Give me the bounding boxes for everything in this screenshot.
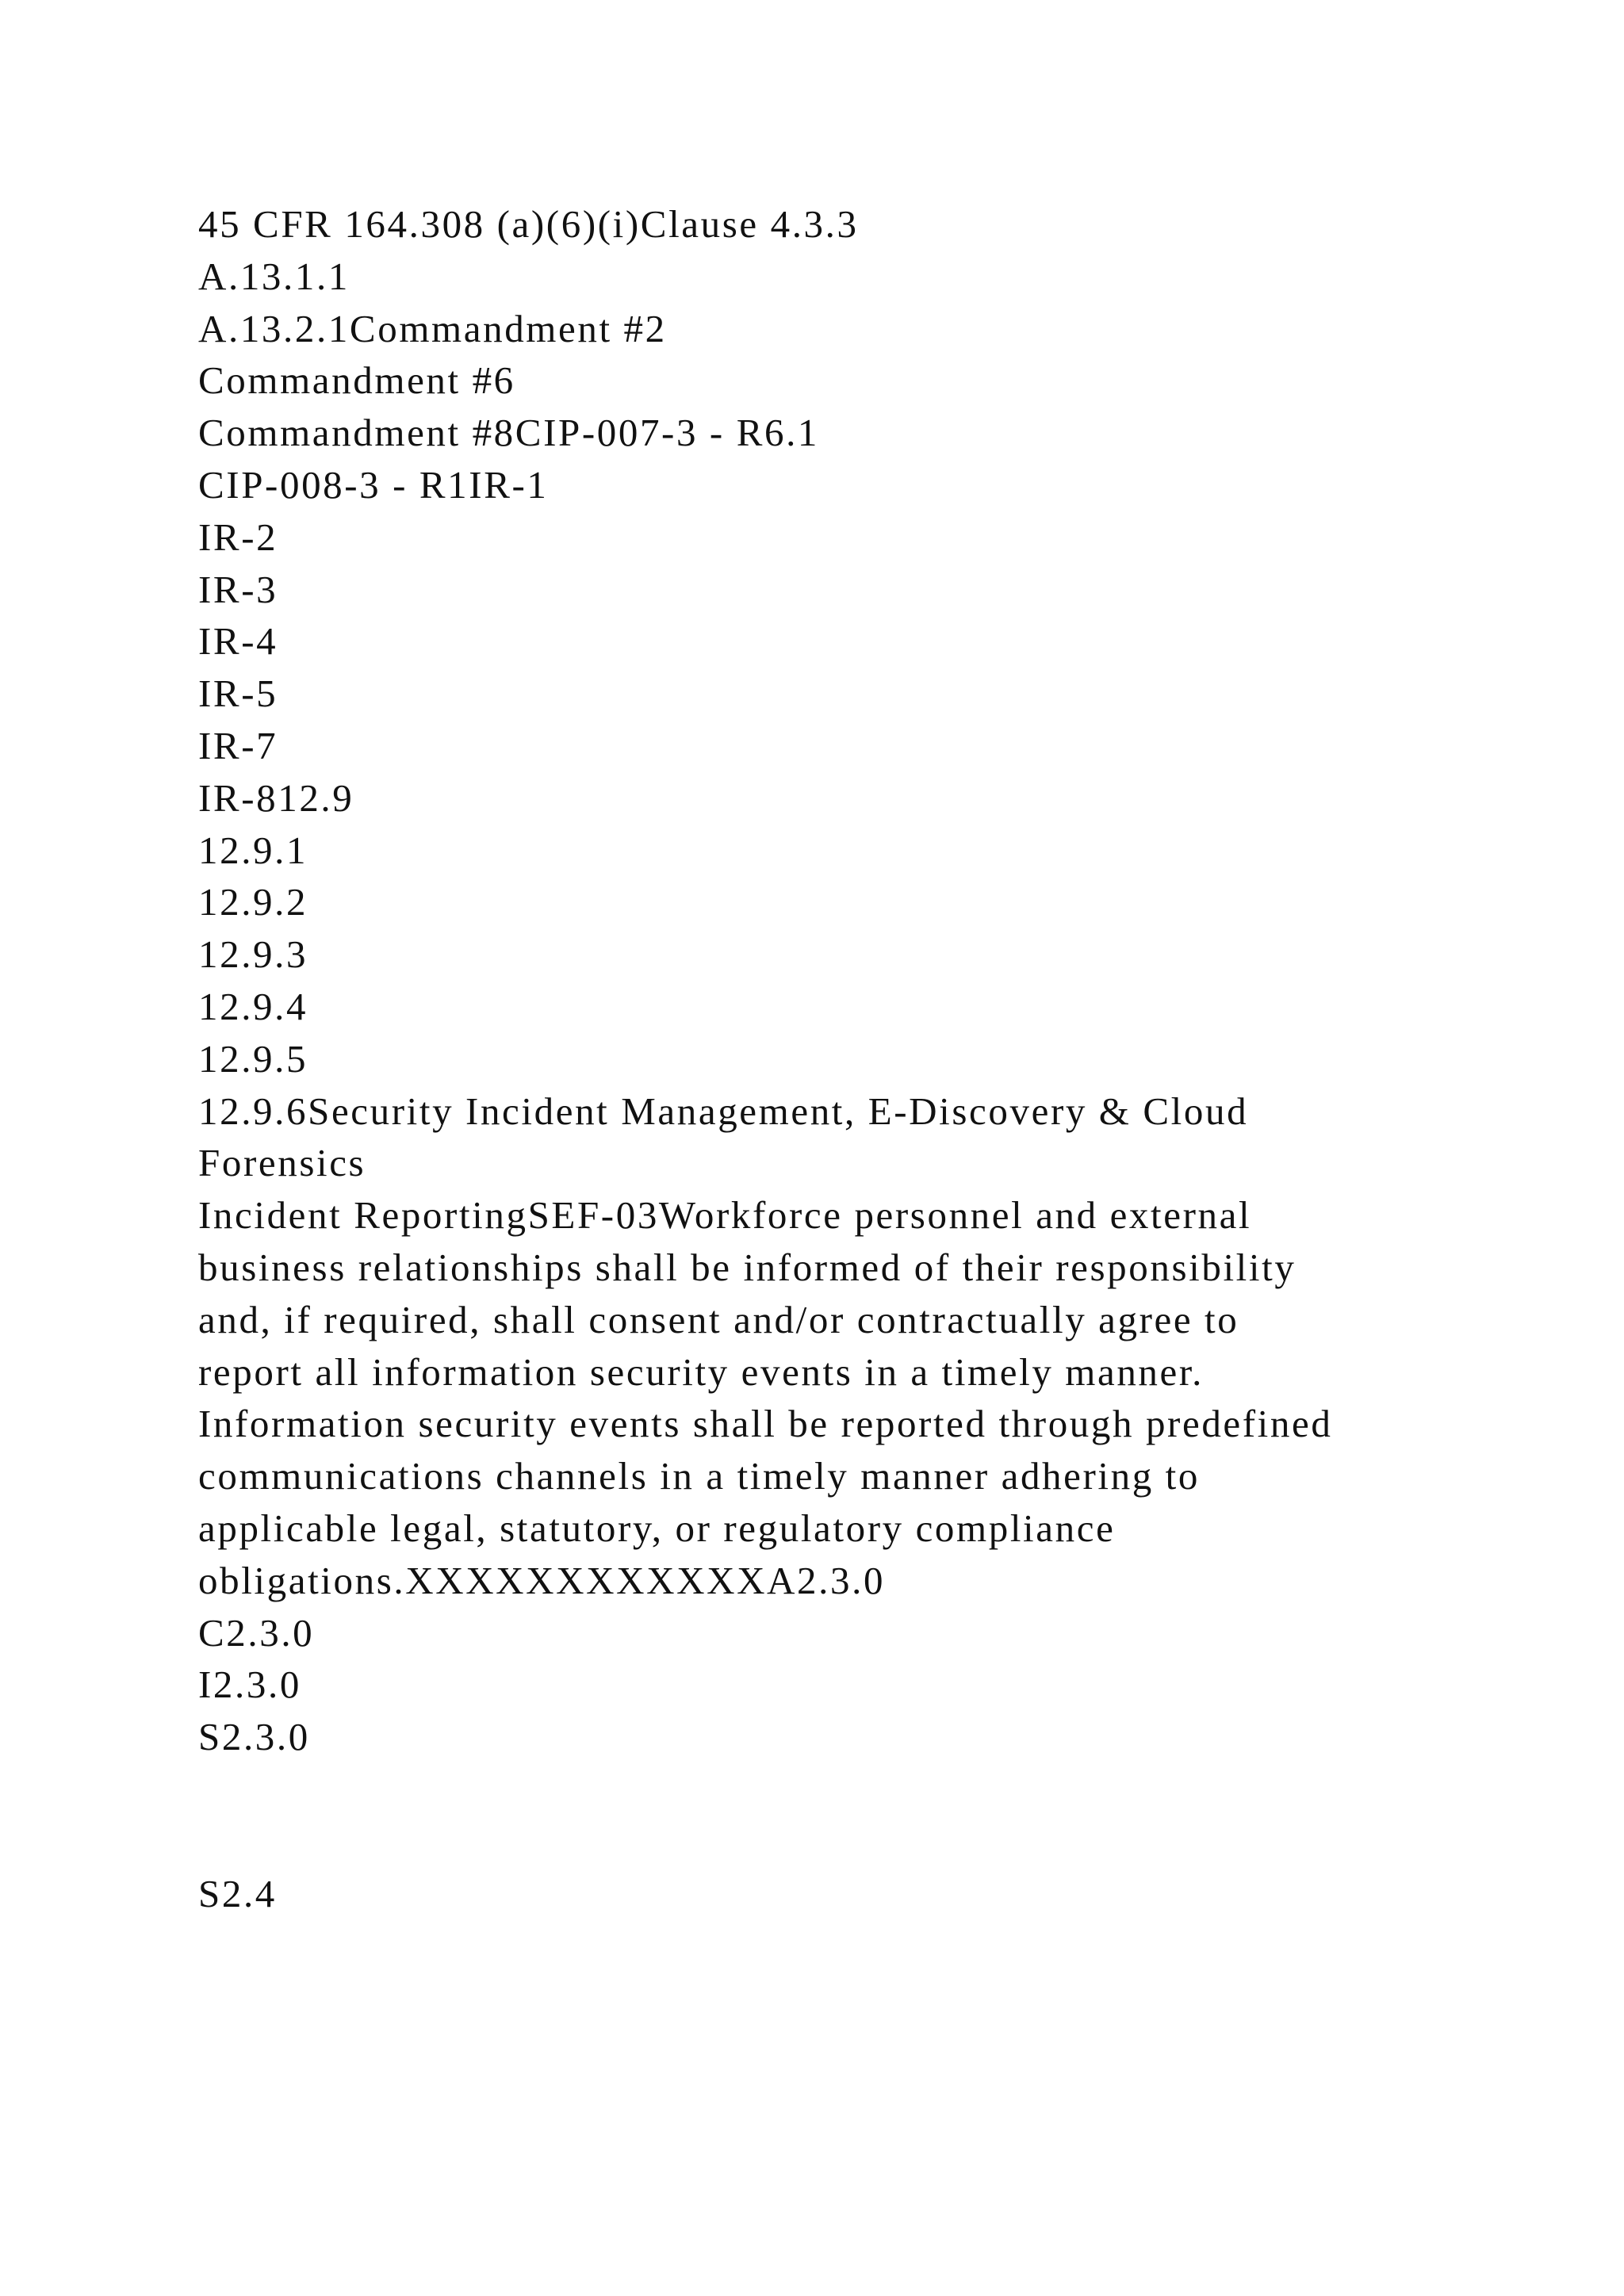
text-line: Commandment #6 — [198, 358, 515, 403]
text-line: business relationships shall be informed of their responsibility — [198, 1245, 1297, 1289]
text-line: Forensics — [198, 1141, 366, 1185]
text-line: 12.9.2 — [198, 880, 308, 924]
text-line: Commandment #8CIP-007-3 - R6.1 — [198, 411, 820, 455]
text-line: applicable legal, statutory, or regulatory compliance — [198, 1506, 1116, 1550]
text-line: IR-812.9 — [198, 775, 354, 820]
blank-line — [198, 1816, 1546, 1868]
text-line: 12.9.6Security Incident Management, E-Discovery & Cloud — [198, 1089, 1249, 1133]
text-line: 12.9.5 — [198, 1036, 308, 1081]
text-line: IR-7 — [198, 723, 278, 767]
text-line: I2.3.0 — [198, 1663, 301, 1707]
text-line: IR-2 — [198, 515, 278, 559]
text-line: 12.9.3 — [198, 932, 308, 977]
text-line: 12.9.4 — [198, 984, 308, 1028]
text-line: CIP-008-3 - R1IR-1 — [198, 462, 549, 507]
text-line: S2.3.0 — [198, 1715, 310, 1759]
text-line: 45 CFR 164.308 (a)(6)(i)Clause 4.3.3 — [198, 202, 859, 246]
text-line: and, if required, shall consent and/or contractually agree to — [198, 1297, 1239, 1341]
text-line: A.13.2.1Commandment #2 — [198, 306, 667, 350]
text-line: S2.4 — [198, 1871, 277, 1915]
text-line: IR-4 — [198, 619, 278, 664]
text-line: obligations.XXXXXXXXXXXXA2.3.0 — [198, 1558, 886, 1602]
text-line: 12.9.1 — [198, 828, 308, 872]
text-line: C2.3.0 — [198, 1610, 315, 1655]
text-line: IR-5 — [198, 672, 278, 716]
text-line: communications channels in a timely manner adhering to — [198, 1454, 1200, 1498]
text-line: IR-3 — [198, 567, 278, 611]
text-line: A.13.1.1 — [198, 254, 350, 298]
blank-line — [198, 1763, 1546, 1816]
text-line: Information security events shall be reported through predefined — [198, 1402, 1333, 1446]
text-line: Incident ReportingSEF-03Workforce personnel and external — [198, 1193, 1252, 1238]
document-text — [198, 198, 1546, 1919]
text-line: report all information security events in a timely manner. — [198, 1349, 1204, 1394]
